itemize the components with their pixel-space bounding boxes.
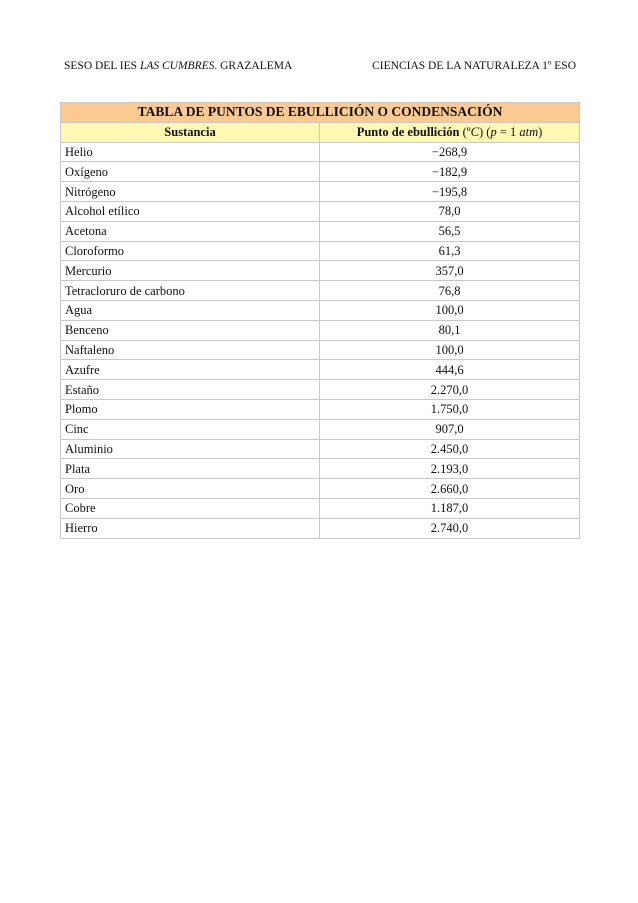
page-header: [64, 60, 576, 78]
boiling-point-cell: −195,8: [320, 182, 580, 202]
boiling-point-cell: 78,0: [320, 201, 580, 221]
boiling-point-cell: 1.187,0: [320, 498, 580, 518]
table-header-row: [61, 122, 580, 142]
boiling-point-cell: 2.740,0: [320, 518, 580, 538]
boiling-point-cell: 56,5: [320, 221, 580, 241]
boiling-point-cell: 80,1: [320, 320, 580, 340]
table-title: TABLA DE PUNTOS DE EBULLICIÓN O CONDENSACIÓN: [61, 103, 580, 123]
boiling-point-cell: −268,9: [320, 142, 580, 162]
table-row: [61, 201, 580, 221]
table-row: [61, 261, 580, 281]
table-row: [61, 479, 580, 499]
table-row: [61, 241, 580, 261]
substance-cell: Cobre: [61, 498, 320, 518]
column-header-substance: Sustancia: [61, 122, 320, 142]
table-row: [61, 399, 580, 419]
boiling-point-cell: 444,6: [320, 360, 580, 380]
boiling-point-cell: 2.660,0: [320, 479, 580, 499]
substance-cell: Naftaleno: [61, 340, 320, 360]
substance-cell: Helio: [61, 142, 320, 162]
table-body: [61, 142, 580, 538]
boiling-point-cell: 907,0: [320, 419, 580, 439]
substance-cell: Plomo: [61, 399, 320, 419]
column-header-boiling-point: Punto de ebullición (ºC) (p = 1 atm): [320, 122, 580, 142]
substance-cell: Aluminio: [61, 439, 320, 459]
table-row: [61, 518, 580, 538]
table-row: [61, 142, 580, 162]
substance-cell: Oro: [61, 479, 320, 499]
substance-cell: Agua: [61, 300, 320, 320]
substance-cell: Alcohol etílico: [61, 201, 320, 221]
table-row: [61, 419, 580, 439]
substance-cell: Acetona: [61, 221, 320, 241]
substance-cell: Cinc: [61, 419, 320, 439]
boiling-point-cell: 100,0: [320, 300, 580, 320]
substance-cell: Nitrógeno: [61, 182, 320, 202]
table-row: [61, 360, 580, 380]
boiling-point-cell: 2.193,0: [320, 459, 580, 479]
boiling-point-cell: 61,3: [320, 241, 580, 261]
table-row: [61, 320, 580, 340]
substance-cell: Hierro: [61, 518, 320, 538]
table-row: [61, 281, 580, 301]
substance-cell: Azufre: [61, 360, 320, 380]
boiling-point-cell: 2.450,0: [320, 439, 580, 459]
table-row: [61, 182, 580, 202]
table-row: [61, 221, 580, 241]
substance-cell: Benceno: [61, 320, 320, 340]
table-title-row: [61, 103, 580, 123]
table-row: [61, 340, 580, 360]
table-row: [61, 300, 580, 320]
table-row: [61, 380, 580, 400]
table-row: [61, 162, 580, 182]
substance-cell: Estaño: [61, 380, 320, 400]
boiling-points-table: [60, 102, 580, 539]
header-school: SESO DEL IES LAS CUMBRES. GRAZALEMA: [64, 60, 293, 72]
substance-cell: Oxígeno: [61, 162, 320, 182]
table-row: [61, 439, 580, 459]
substance-cell: Mercurio: [61, 261, 320, 281]
table-row: [61, 459, 580, 479]
boiling-point-cell: 357,0: [320, 261, 580, 281]
header-subject: CIENCIAS DE LA NATURALEZA 1º ESO: [372, 60, 576, 72]
substance-cell: Plata: [61, 459, 320, 479]
substance-cell: Tetracloruro de carbono: [61, 281, 320, 301]
boiling-point-cell: −182,9: [320, 162, 580, 182]
boiling-point-cell: 2.270,0: [320, 380, 580, 400]
boiling-point-cell: 100,0: [320, 340, 580, 360]
substance-cell: Cloroformo: [61, 241, 320, 261]
boiling-point-cell: 1.750,0: [320, 399, 580, 419]
boiling-point-cell: 76,8: [320, 281, 580, 301]
table-row: [61, 498, 580, 518]
